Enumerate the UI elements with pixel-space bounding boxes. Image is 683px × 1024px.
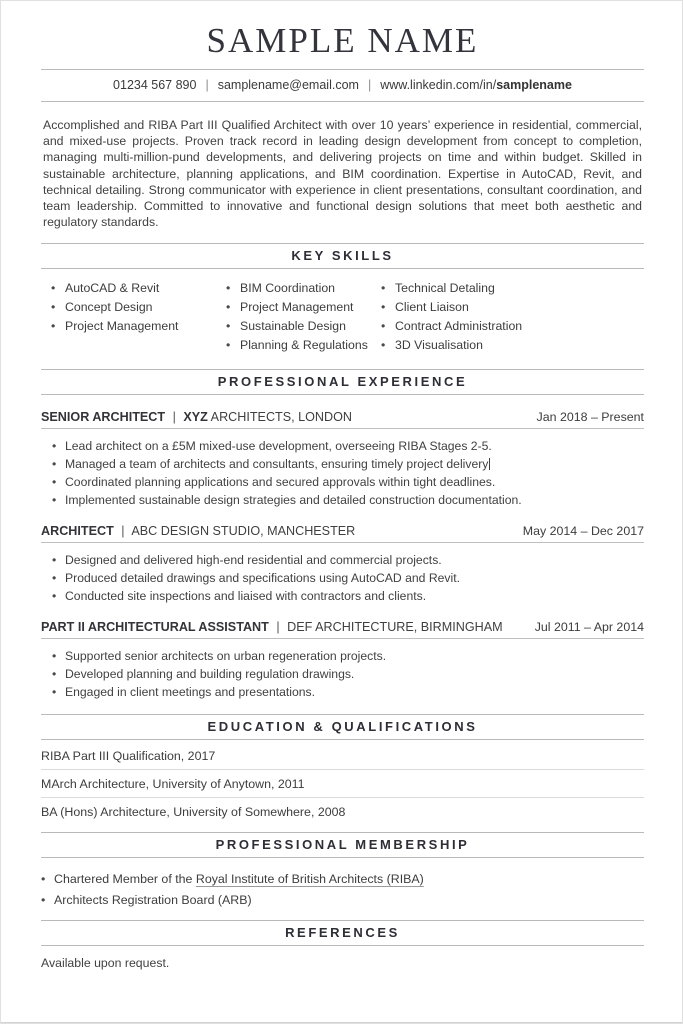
job-org: ABC DESIGN STUDIO, MANCHESTER <box>131 524 356 539</box>
skill-item: • Planning & Regulations <box>226 336 381 355</box>
linkedin-url-prefix: www.linkedin.com/in/ <box>380 78 497 92</box>
contact-bar <box>41 70 644 101</box>
job-bullet <box>52 455 644 473</box>
membership-text-underlined: Royal Institute of British Architects (RIBA) <box>195 872 424 887</box>
skill-item: • Concept Design <box>51 298 226 317</box>
job-header <box>41 410 644 429</box>
membership-list <box>41 869 644 911</box>
phone-number: 01234 567 890 <box>113 78 197 92</box>
job-bullet: • Produced detailed drawings and specifications using AutoCAD and Revit. <box>52 569 644 587</box>
job-role: SENIOR ARCHITECT <box>41 410 166 425</box>
page-title: SAMPLE NAME <box>206 21 479 60</box>
skill-item: • Project Management <box>226 298 381 317</box>
job-bullet: • Supported senior architects on urban regeneration projects. <box>52 647 644 665</box>
job-title-separator: | <box>121 524 125 539</box>
job-bullet-text: Managed a team of architects and consultants, ensuring timely project delivery <box>65 457 489 472</box>
skill-item: • Technical Detaling <box>381 279 644 298</box>
job-role: PART II ARCHITECTURAL ASSISTANT <box>41 620 269 635</box>
skills-column-1 <box>51 279 226 355</box>
job-bullet: • Designed and delivered high-end residential and commercial projects. <box>52 551 644 569</box>
profile-summary: Accomplished and RIBA Part III Qualified Architect with over 10 years’ experience in residential, commercial, and mixed-use projects. Proven track record in leading design development from concept to completion, managing multi-million-pund developments, and delivering projects on time and within budget. Skilled in sustainable architecture, planning applications, and BIM coordination. Expertise in AutoCAD, Revit, and technical detailing. Strong communicator with experience in client presentations, consultant coordination, and team leadership. Committed to innovative and functional design solutions that meet both aesthetic and regulatory standards. <box>43 118 642 230</box>
job-bullet: • Coordinated planning applications and secured approvals within tight deadlines. <box>52 473 644 491</box>
skill-item: • Client Liaison <box>381 298 644 317</box>
job-entry-senior-architect <box>41 410 644 509</box>
job-title <box>41 524 355 538</box>
skill-item: • AutoCAD & Revit <box>51 279 226 298</box>
job-dates: Jan 2018 – Present <box>536 410 644 425</box>
job-org-strong: XYZ <box>183 410 208 425</box>
job-bullet: • Developed planning and building regulation drawings. <box>52 665 644 683</box>
membership-text: Chartered Member of the <box>54 872 196 887</box>
text-cursor <box>489 458 490 470</box>
job-dates: May 2014 – Dec 2017 <box>522 524 644 539</box>
education-list <box>41 742 644 825</box>
job-org: DEF ARCHITECTURE, BIRMINGHAM <box>287 620 503 635</box>
skill-item: • Project Management <box>51 317 226 336</box>
references-text: Available upon request. <box>41 956 170 971</box>
job-bullet-list <box>41 551 644 605</box>
job-bullet: • Engaged in client meetings and presentations. <box>52 683 644 701</box>
skill-item: • Contract Administration <box>381 317 644 336</box>
linkedin-url <box>380 78 572 92</box>
divider-under-contact <box>41 101 644 102</box>
job-title <box>41 410 352 424</box>
job-bullet: • Lead architect on a £5M mixed-use development, overseeing RIBA Stages 2-5. <box>52 437 644 455</box>
contact-separator: | <box>367 78 372 92</box>
page-bottom-edge <box>1 1022 682 1023</box>
job-header <box>41 620 644 639</box>
skills-column-2 <box>226 279 381 355</box>
section-heading-key-skills: KEY SKILLS <box>41 243 644 269</box>
section-heading-membership: PROFESSIONAL MEMBERSHIP <box>41 832 644 858</box>
linkedin-handle: samplename <box>496 78 572 92</box>
job-header <box>41 524 644 543</box>
job-bullet: • Conducted site inspections and liaised with contractors and clients. <box>52 587 644 605</box>
email-address: samplename@email.com <box>217 78 359 92</box>
job-dates: Jul 2011 – Apr 2014 <box>534 620 644 635</box>
section-heading-professional-experience: PROFESSIONAL EXPERIENCE <box>41 369 644 395</box>
job-entry-architect <box>41 524 644 605</box>
skill-item: • 3D Visualisation <box>381 336 644 355</box>
education-item: RIBA Part III Qualification, 2017 <box>41 742 644 770</box>
membership-item <box>41 869 644 890</box>
membership-item <box>41 890 644 911</box>
skill-item: • Sustainable Design <box>226 317 381 336</box>
job-bullet-list <box>41 647 644 701</box>
job-bullet-list <box>41 437 644 509</box>
job-role: ARCHITECT <box>41 524 114 539</box>
education-item: BA (Hons) Architecture, University of Somewhere, 2008 <box>41 805 346 820</box>
skills-column-3 <box>381 279 644 355</box>
key-skills-grid <box>41 269 644 360</box>
section-heading-education: EDUCATION & QUALIFICATIONS <box>41 714 644 740</box>
job-org: ARCHITECTS, LONDON <box>210 410 353 425</box>
job-title-separator: | <box>276 620 280 635</box>
contact-separator: | <box>205 78 209 92</box>
education-item: MArch Architecture, University of Anytown, 2011 <box>41 770 644 798</box>
membership-text: Architects Registration Board (ARB) <box>54 893 252 908</box>
job-entry-part-ii-assistant <box>41 620 644 701</box>
job-title-separator: | <box>172 410 176 425</box>
job-bullet: • Implemented sustainable design strategies and detailed construction documentation. <box>52 491 644 509</box>
section-heading-references: REFERENCES <box>41 920 644 946</box>
skill-item: • BIM Coordination <box>226 279 381 298</box>
job-title <box>41 620 503 634</box>
